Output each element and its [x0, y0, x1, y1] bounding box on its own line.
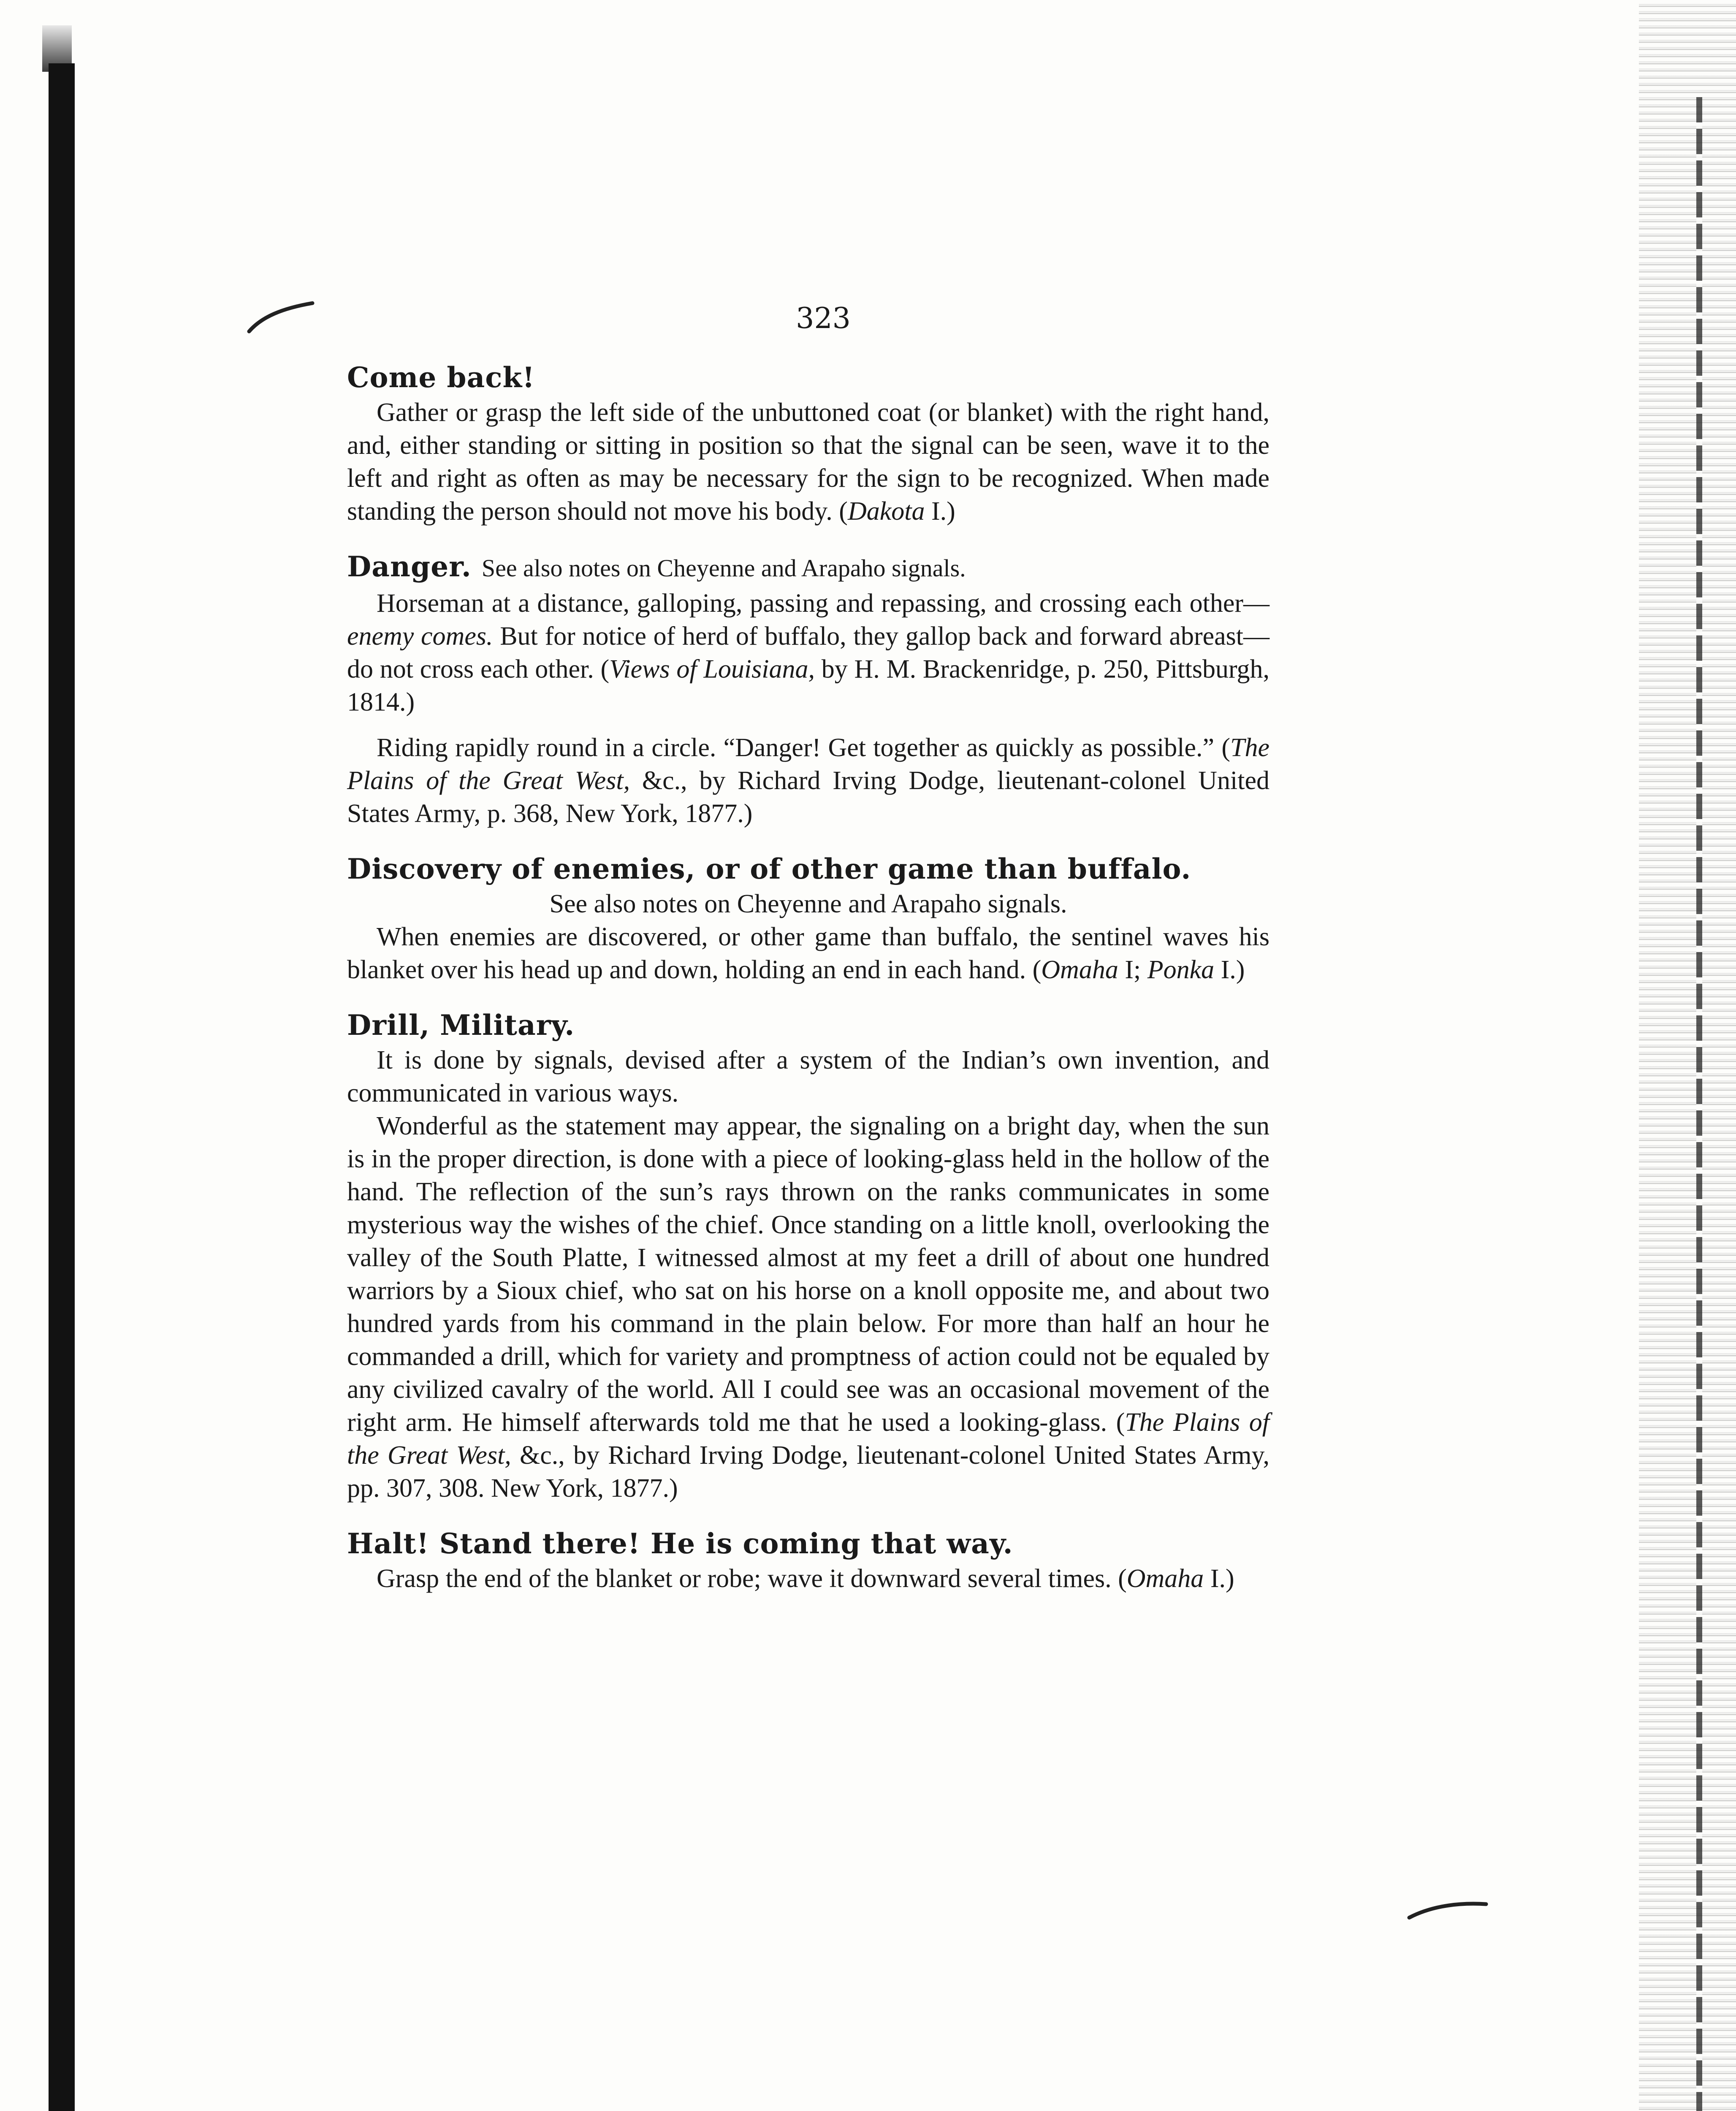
- heading-danger: Danger. See also notes on Cheyenne and Arapaho signals.: [347, 550, 966, 583]
- heading-halt: Halt! Stand there! He is coming that way.: [347, 1527, 1013, 1560]
- scan-edge-rule: [1696, 97, 1702, 2111]
- paragraph-discovery: When enemies are discovered, or other game than buffalo, the sentinel waves his blanket over his head up and down, holding an end in each hand. (Omaha I; Ponka I.): [347, 923, 1269, 984]
- scan-edge-noise: [1639, 0, 1736, 2111]
- paragraph-halt: Grasp the end of the blanket or robe; wave it downward several times. (Omaha I.): [377, 1564, 1234, 1593]
- heading-drill-military: Drill, Military.: [347, 1009, 575, 1042]
- paragraph-danger-2: Riding rapidly round in a circle. “Danger! Get together as quickly as possible.” (The Plains of the Great West, &c., by Richard Irving Dodge, lieutenant-colonel United States Army, p. 368, New York, 1877.): [347, 733, 1269, 828]
- binding-edge: [49, 63, 75, 2111]
- page-number: 323: [796, 302, 851, 335]
- danger-see-also-note: See also notes on Cheyenne and Arapaho signals.: [481, 554, 966, 582]
- page-body: [347, 359, 1269, 1595]
- paragraph-come-back: Gather or grasp the left side of the unbuttoned coat (or blanket) with the right hand, and, either standing or sitting in position so that the signal can be seen, wave it to the left and right as often as may be necessary for the sign to be recognized. When made standing the person should not move his body. (Dakota I.): [347, 398, 1269, 526]
- paragraph-drill-1: It is done by signals, devised after a system of the Indian’s own invention, and communicated in various ways.: [347, 1046, 1269, 1107]
- paragraph-danger-1: Horseman at a distance, galloping, passing and repassing, and crossing each other—enemy comes. But for notice of herd of buffalo, they gallop back and forward abreast—do not cross each other. (Views of Louisiana, by H. M. Brackenridge, p. 250, Pittsburgh, 1814.): [347, 589, 1269, 716]
- heading-come-back: Come back!: [347, 361, 535, 394]
- discovery-see-also-note: See also notes on Cheyenne and Arapaho signals.: [549, 890, 1067, 918]
- pen-mark-right: [1406, 1891, 1490, 1925]
- heading-discovery-of-enemies: Discovery of enemies, or of other game than buffalo.: [347, 852, 1191, 885]
- paragraph-drill-2: Wonderful as the statement may appear, the signaling on a bright day, when the sun is in the proper direction, is done with a piece of looking-glass held in the hollow of the hand. The reflection of the sun’s rays thrown on the ranks communicates in some mysterious way the wishes of the chief. Once standing on a little knoll, overlooking the valley of the South Platte, I witnessed almost at my feet a drill of about one hundred warriors by a Sioux chief, who sat on his horse on a knoll opposite me, and about two hundred yards from his command in the plain below. For more than half an hour he commanded a drill, which for variety and promptness of action could not be equaled by any civilized cavalry of the world. All I could see was an occasional movement of the right arm. He himself afterwards told me that he used a looking-glass. (The Plains of the Great West, &c., by Richard Irving Dodge, lieutenant-colonel United States Army, pp. 307, 308. New York, 1877.): [347, 1112, 1270, 1503]
